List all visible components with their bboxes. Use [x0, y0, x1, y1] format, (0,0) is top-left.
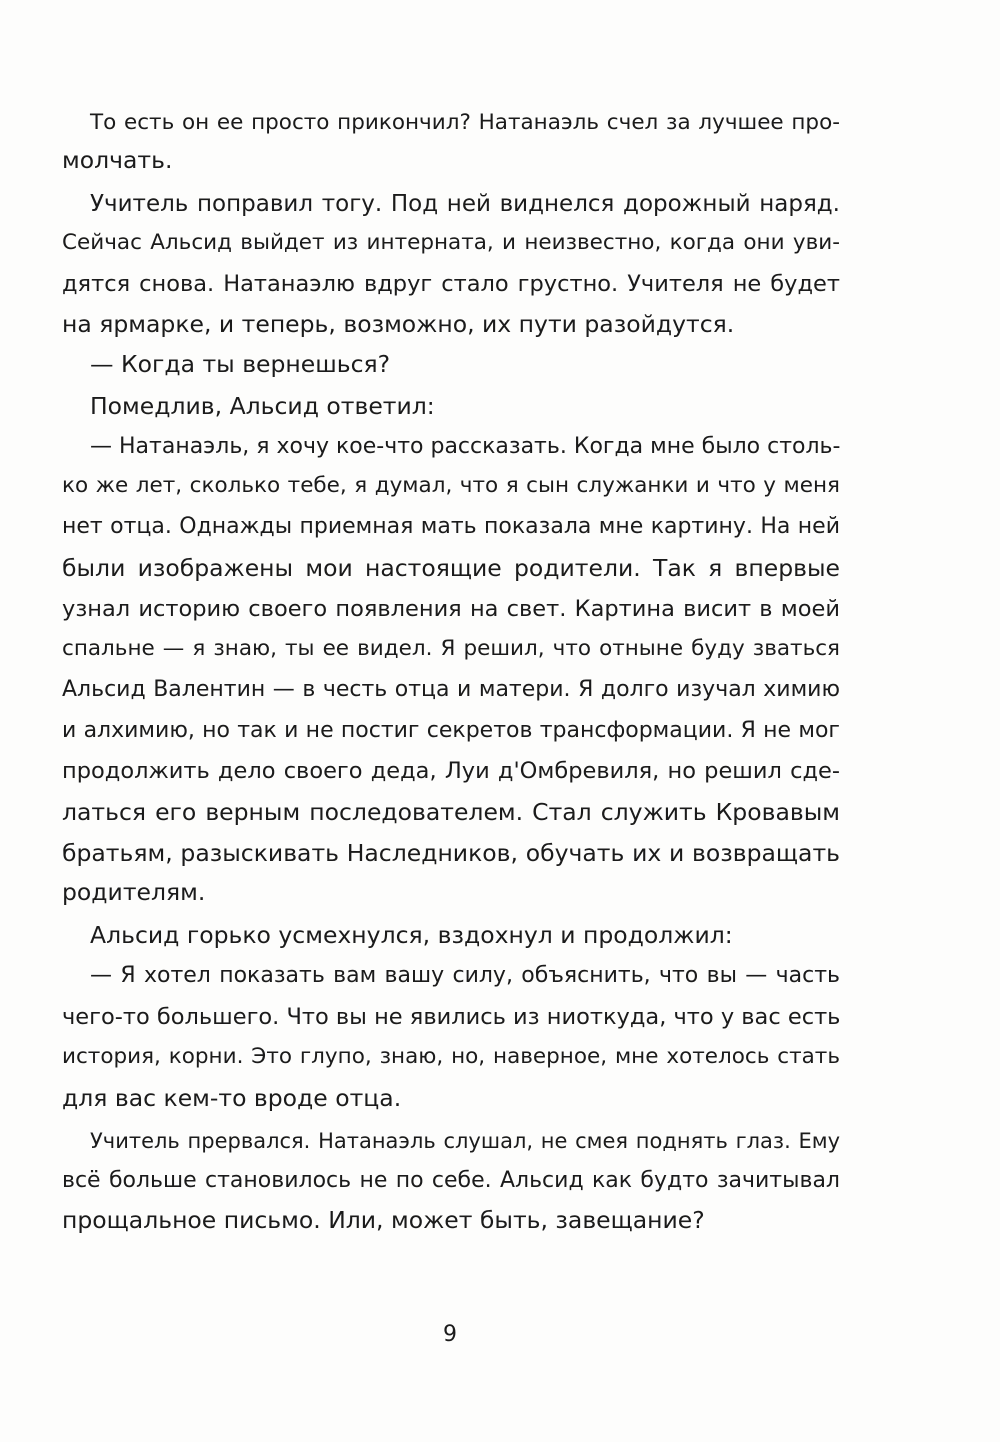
text-line: дятся снова. Натанаэлю вдруг стало грустно. Учителя не будет	[62, 271, 840, 297]
text-line: продолжить дело своего деда, Луи д'Омбревиля, но решил сде-	[62, 758, 840, 784]
text-line: узнал историю своего появления на свет. Картина висит в моей	[62, 596, 840, 622]
text-line: для вас кем-то вроде отца.	[62, 1084, 402, 1112]
text-line: латься его верным последователем. Стал служить Кровавым	[62, 798, 840, 826]
text-line: чего-то большего. Что вы не явились из ниоткуда, что у вас есть	[62, 1004, 841, 1030]
text-line: братьям, разыскивать Наследников, обучать их и возвращать	[62, 839, 840, 867]
text-line: Учитель прервался. Натанаэль слушал, не смея поднять глаз. Ему	[90, 1129, 840, 1153]
page-number: 9	[443, 1322, 457, 1347]
dialogue-line: — Натанаэль, я хочу кое-что рассказать. Когда мне было столь-	[90, 434, 841, 459]
text-line: Альсид горько усмехнулся, вздохнул и продолжил:	[90, 921, 733, 949]
text-line: прощальное письмо. Или, может быть, завещание?	[62, 1206, 705, 1234]
text-line: ко же лет, сколько тебе, я думал, что я сын служанки и что у меня	[62, 473, 840, 498]
text-line: были изображены мои настоящие родители. Так я впервые	[62, 554, 840, 582]
text-line: и алхимию, но так и не постиг секретов трансформации. Я не мог	[62, 718, 840, 743]
text-line: история, корни. Это глупо, знаю, но, наверное, мне хотелось стать	[62, 1044, 840, 1069]
text-line: Помедлив, Альсид ответил:	[90, 392, 435, 420]
dialogue-line: — Я хотел показать вам вашу силу, объяснить, что вы — часть	[90, 963, 840, 988]
text-line: Альсид Валентин — в честь отца и матери. Я долго изучал химию	[62, 677, 840, 702]
text-line: молчать.	[62, 146, 173, 174]
text-line: на ярмарке, и теперь, возможно, их пути разойдутся.	[62, 310, 735, 338]
text-line: спальне — я знаю, ты ее видел. Я решил, что отныне буду зваться	[62, 636, 840, 661]
text-line: нет отца. Однажды приемная мать показала мне картину. На ней	[62, 514, 840, 539]
text-line: Учитель поправил тогу. Под ней виднелся дорожный наряд.	[90, 191, 840, 217]
dialogue-line: — Когда ты вернешься?	[90, 350, 391, 378]
text-line: То есть он ее просто прикончил? Натанаэль счел за лучшее про-	[90, 110, 840, 135]
text-line: всё больше становилось не по себе. Альсид как будто зачитывал	[62, 1168, 840, 1193]
text-line: Сейчас Альсид выйдет из интерната, и неизвестно, когда они уви-	[62, 230, 840, 255]
text-line: родителям.	[62, 878, 206, 906]
